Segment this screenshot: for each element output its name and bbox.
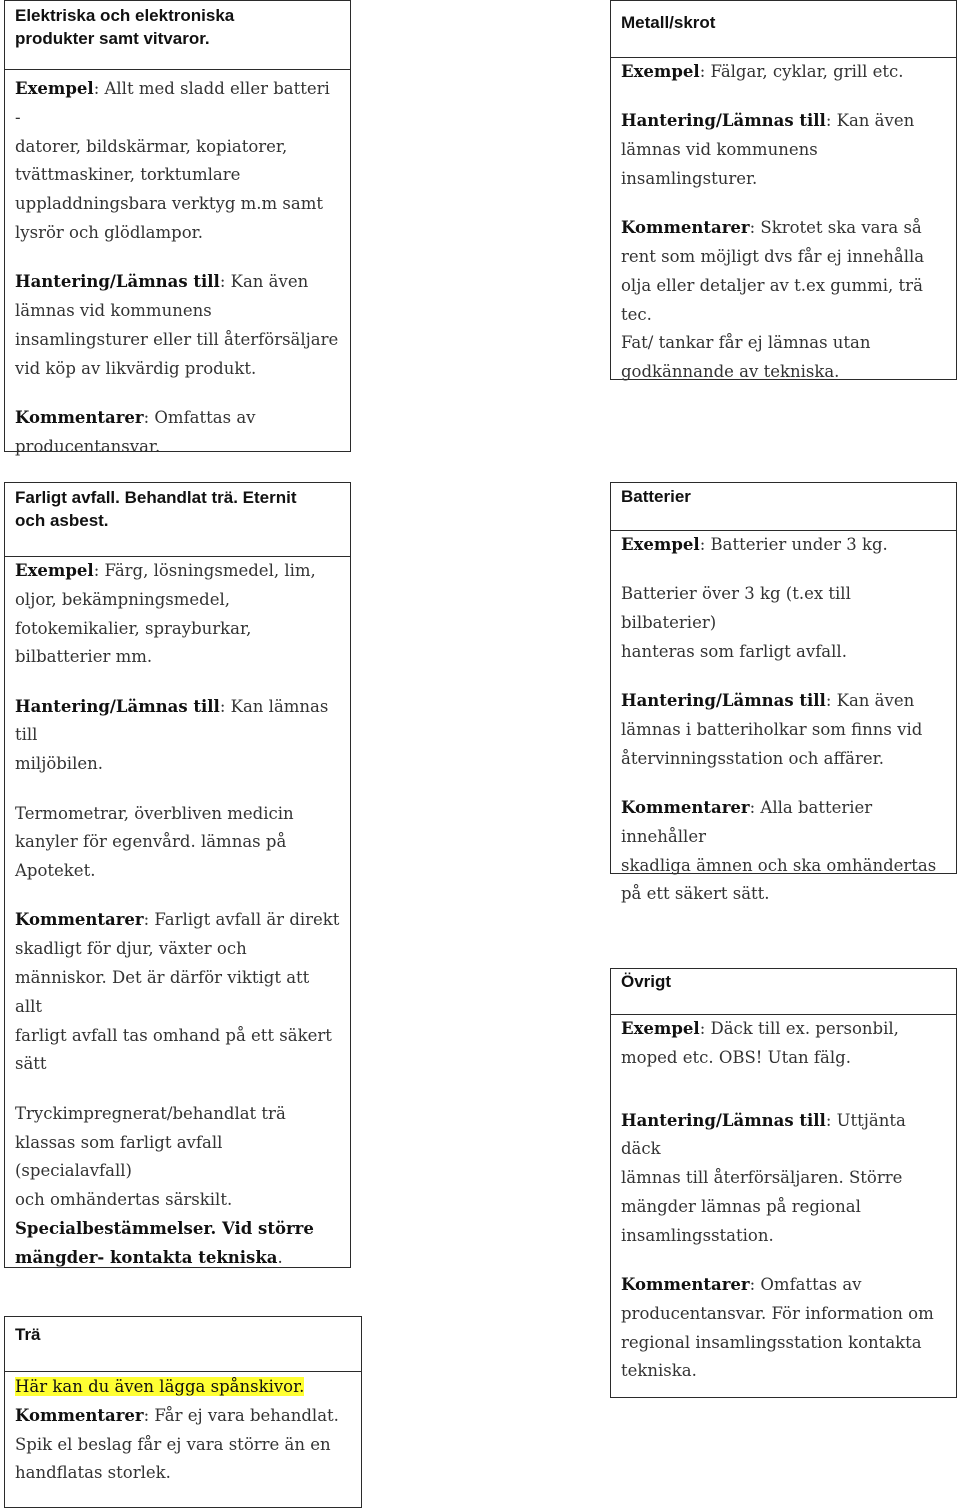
farligt-exempel [15,557,340,586]
farligt-kommentar [15,906,340,935]
text-line: : Kan även [825,111,915,131]
kommentar-label: Kommentarer [15,1405,144,1425]
text-line: Apoteket. [15,861,96,881]
text-line: : Fälgar, cyklar, grill etc. [699,62,904,81]
text-line: Tryckimpregnerat/behandlat trä [15,1103,286,1123]
exempel-label: Exempel [15,79,94,98]
farligt-hantering [15,693,340,751]
text-line: producentansvar. För information om [621,1303,934,1323]
tra-title: Trä [5,1317,361,1372]
text-line: hanteras som farligt avfall. [621,641,847,661]
batterier-exempel [621,531,946,560]
text-line: kanyler för egenvård. lämnas på [15,832,287,852]
text-line: lämnas vid kommunens [621,140,818,160]
batterier-box [610,482,957,904]
elektronik-hantering [15,268,340,297]
text-line: oljor, bekämpningsmedel, [15,589,231,609]
text-line: olja eller detaljer av t.ex gummi, trä tec. [621,275,923,324]
metall-exempel [621,58,946,87]
text-line: lämnas till återförsäljaren. Större [621,1168,903,1188]
exempel-label: Exempel [621,535,700,554]
text-line: människor. Det är därför viktigt att allt [15,968,310,1016]
text-line: skadligt för djur, växter och [15,939,247,959]
hantering-label: Hantering/Lämnas till [15,272,220,292]
tra-highlight [15,1373,351,1402]
text-line: : Batterier under 3 kg. [699,535,888,554]
elektronik-exempel [15,75,340,133]
ovrigt-title: Övrigt [611,969,956,1015]
highlighted-note: Här kan du även lägga spånskivor. [15,1377,305,1396]
ovrigt-exempel [621,1015,946,1044]
hantering-label: Hantering/Lämnas till [15,696,220,716]
tra-kommentar [15,1402,351,1431]
kommentar-label: Kommentarer [621,218,750,238]
text-line: och omhändertas särskilt. [15,1190,233,1210]
text-line: bilbatterier mm. [15,647,153,667]
special-note: Specialbestämmelser. Vid större [15,1218,314,1238]
text-line: : Allt med sladd eller batteri - [15,79,330,127]
text-line: insamlingsturer. [621,168,758,188]
metall-box [610,0,957,380]
exempel-label: Exempel [15,561,94,580]
text-line: farligt avfall tas omhand på ett säkert [15,1025,332,1045]
text-line: : Färg, lösningsmedel, lim, [93,561,316,580]
ovrigt-box [610,968,957,1398]
farligt-box [4,482,351,1268]
batterier-hantering [621,687,946,716]
farligt-title-line: och asbest. [15,511,109,530]
text-line: sätt [15,1054,47,1074]
text-line: mängder- kontakta tekniska [15,1247,278,1267]
text-line: Fat/ tankar får ej lämnas utan [621,333,871,353]
metall-hantering [621,107,946,136]
text-line: producentansvar. [15,436,161,456]
elektronik-title-line: Elektriska och elektroniska [15,6,235,25]
text-line: klassas som farligt avfall (specialavfall) [15,1132,223,1181]
text-line: : Omfattas av [749,1275,862,1295]
farligt-title [5,483,350,557]
text-line: : Däck till ex. personbil, [699,1019,899,1038]
text-line: : Kan även [825,691,915,711]
elektronik-title [5,1,350,70]
text-line: godkännande av tekniska. [621,362,840,382]
text-line: uppladdningsbara verktyg m.m samt [15,194,324,214]
text-line: lämnas i batteriholkar som finns vid [621,719,923,739]
hantering-label: Hantering/Lämnas till [621,1110,826,1130]
kommentar-label: Kommentarer [15,910,144,930]
text-line: insamlingsstation. [621,1225,774,1245]
kommentar-label: Kommentarer [621,1275,750,1295]
text-line: Termometrar, överbliven medicin [15,803,294,823]
text-line: : Kan även [219,272,309,292]
text-line: vid köp av likvärdig produkt. [15,358,257,378]
elektronik-title-line: produkter samt vitvaror. [15,29,210,48]
text-line: rent som möjligt dvs får ej innehålla [621,246,925,266]
metall-title: Metall/skrot [611,1,956,58]
text-line: tvättmaskiner, torktumlare [15,165,241,185]
batterier-kommentar [621,794,946,852]
text-line: fotokemikalier, sprayburkar, [15,618,252,638]
text-line: skadliga ämnen och ska omhändertas [621,855,937,875]
text-line: mängder lämnas på regional [621,1196,861,1216]
tra-box [4,1316,362,1508]
text-line: lämnas vid kommunens [15,301,212,321]
hantering-label: Hantering/Lämnas till [621,691,826,711]
kommentar-label: Kommentarer [621,798,750,818]
text-line: miljöbilen. [15,754,104,774]
text-line: insamlingsturer eller till återförsäljare [15,329,339,349]
text-line: : Farligt avfall är direkt [143,910,340,930]
ovrigt-kommentar [621,1271,946,1300]
text-line: handflatas storlek. [15,1463,171,1483]
text-line: : Skrotet ska vara så [749,218,922,238]
text-line: : Kan lämnas till [15,696,329,745]
text-line: tekniska. [621,1361,697,1381]
metall-kommentar [621,214,946,243]
batterier-title: Batterier [611,483,956,531]
text-line: : Alla batterier innehåller [621,798,873,846]
text-line: moped etc. OBS! Utan fälg. [621,1047,851,1067]
hantering-label: Hantering/Lämnas till [621,111,826,131]
special-note [15,1244,340,1273]
text-line: . [277,1247,283,1267]
text-line: : Omfattas av [143,407,256,427]
text-line: : Uttjänta däck [621,1110,906,1159]
elektronik-kommentar [15,404,340,433]
text-line: Batterier över 3 kg (t.ex till bilbaterier) [621,584,851,633]
text-line: Spik el beslag får ej vara större än en [15,1434,331,1454]
text-line: regional insamlingsstation kontakta [621,1332,922,1352]
text-line: datorer, bildskärmar, kopiatorer, [15,136,288,156]
exempel-label: Exempel [621,1019,700,1038]
kommentar-label: Kommentarer [15,407,144,427]
exempel-label: Exempel [621,62,700,81]
text-line: lysrör och glödlampor. [15,222,203,242]
text-line: på ett säkert sätt. [621,884,770,904]
farligt-title-line: Farligt avfall. Behandlat trä. Eternit [15,488,297,507]
elektronik-box [4,0,351,456]
text-line: : Får ej vara behandlat. [143,1405,339,1425]
ovrigt-hantering [621,1107,946,1165]
text-line: återvinningsstation och affärer. [621,748,884,768]
